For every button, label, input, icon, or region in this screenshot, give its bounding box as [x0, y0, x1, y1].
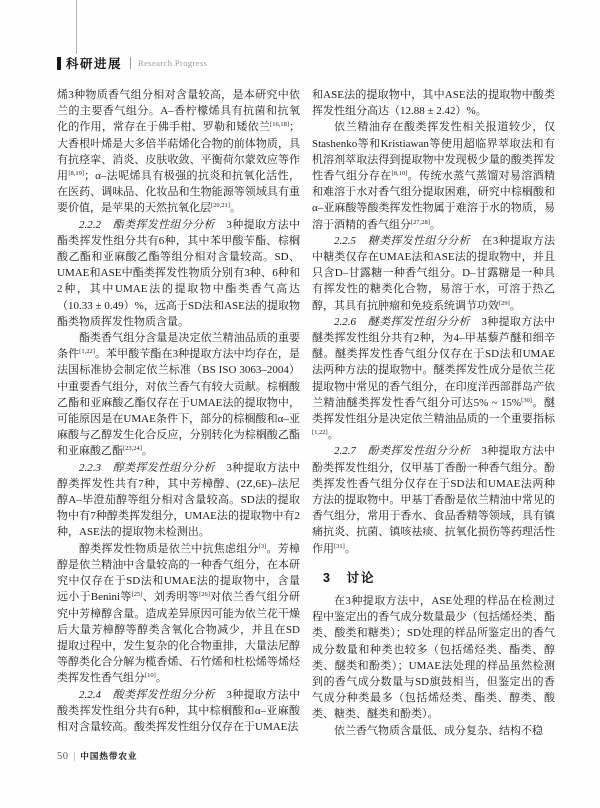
text-run: 3种提取方法中酚类挥发性组分，仅甲基丁香酚一种香气组分。酚类挥发性香气组分仅存在于SD法和UMAE法两种方法的提取物中。甲基丁香酚是依兰精油中常见的香气组分，常用于香水、食品香精等领域，具有镇痛抗炎、抗菌、镇咳祛痰、抗氧化损伤等药理活性作用: [312, 445, 556, 555]
paragraph: [312, 233, 555, 314]
section-title: 科研进展: [66, 57, 123, 71]
text-column-right: [312, 87, 555, 739]
text-run: 在3种提取方法中，ASE处理的样品在检测过程中鉴定出的香气成分数量最少（包括烯烃类、酯类、酸类和糖类）；SD处理的样品所鉴定出的香气成分数量和种类也较多（包括烯烃类、酯类、醇类、醚类和酚类）；UMAE法处理的样品虽然检测到的香气成分数量与SD旗鼓相当，但鉴定出的香气成分种类最多（包括烯烃类、酯类、醇类、酸类、糖类、醚类和酚类）。: [312, 594, 555, 721]
citation-reference: [23,24]: [123, 445, 142, 453]
text-run: 2.2.5 糖类挥发性组分分析: [334, 234, 470, 247]
text-run: 烯3种物质香气组分相对含量较高，是本研究中依兰的主要香气组分。A–香柠檬烯具有抗菌和抗氧化的作用，常存在于佛手柑、罗勒和矮依兰: [57, 89, 300, 134]
text-run: 3种提取方法中酯类挥发性组分共有6种，其中苯甲酸苄酯、棕榈酸乙酯和亚麻酸乙酯等组分相对含量较高。SD、UMAE和ASE中酯类挥发性物质分别有3种、6种和2种，其中UMAE法的提取物中酯类香气高达（10.33 ± 0.49）%，远高于SD法和ASE法的提取物酯类物质挥发性物质含量。: [57, 218, 301, 328]
text-run: ；大香根叶烯是大多倍半萜烯化合物的前体物质，具有抗痉挛、消炎、皮肤收敛、平衡荷尔蒙效应等作用: [57, 121, 300, 183]
text-run: 2.2.4 酸类挥发性组分分析: [79, 688, 215, 701]
text-run: 3种提取方法中醚类挥发性组分共有2种，为4–甲基藜芦醚和细辛醚。醚类挥发性香气组分仅存在于SD法和UMAE法两种方法的提取物中。醚类挥发性成分是依兰花提取物中常见的香气组分，在印度洋西部群岛产依兰精油醚类挥发性香气组分可达5% ~ 15%: [312, 315, 556, 409]
citation-reference: [10]: [145, 672, 156, 680]
text-run: 在3种提取方法中糖类仅存在UMAE法和ASE法的提取物中，并且只含D–甘露糖一种香气组分。D–甘露糖是一种具有挥发性的糖类化合物，易溶于水，可溶于热乙醇，其具有抗肿瘤和免疫系统调节功效: [312, 234, 556, 312]
top-vertical-rule: [76, 0, 77, 54]
journal-name: 中国热带农业: [80, 751, 138, 761]
citation-reference: [31]: [334, 542, 345, 550]
paragraph: [312, 593, 555, 723]
citation-reference: [29]: [499, 299, 510, 307]
text-run: 。: [429, 218, 441, 231]
citation-reference: [16,18]: [270, 121, 289, 129]
citation-reference: [27,28]: [411, 218, 430, 226]
text-run: 3种提取方法中酸类挥发性组分共有6种，其中棕榈酸和α–亚麻酸相对含量较高。酸类挥发性组分仅存在于UMAE法: [57, 688, 301, 733]
text-run: 和ASE法的提取物中，其中ASE法的提取物中酸类挥发性组分高达（12.88 ± 2.42）%。: [312, 89, 555, 118]
page-footer: [57, 750, 137, 762]
text-run: ；α–法呢烯具有极强的抗炎和抗氧化活性，在医药、调味品、化妆品和生物能源等领域具有重要价值，是苹果的天然抗氧化层: [57, 170, 300, 215]
citation-reference: [26]: [199, 591, 210, 599]
citation-reference: [1,22]: [79, 348, 95, 356]
paragraph: [57, 217, 300, 330]
paragraph: [57, 460, 300, 541]
text-run: 。: [509, 299, 521, 312]
section-marker-bar-icon: [57, 57, 61, 70]
paragraph: [312, 723, 555, 739]
citation-reference: [8,10]: [391, 170, 408, 178]
text-run: 醇类挥发性物质是依兰中抗焦虑组分: [79, 542, 259, 555]
text-run: 。传统水蒸气蒸馏对易溶酒精和难溶于水对香气组分提取困难，研究中棕榈酸和α–亚麻酸等酸类挥发性物属于难溶于水的物质，易溶于酒精的香气组分: [312, 170, 556, 231]
paragraph: [57, 87, 300, 217]
paragraph: [312, 119, 555, 232]
text-run: 。: [344, 542, 356, 555]
text-run: 酯类香气组分含量是决定依兰精油品质的重要条件: [57, 332, 300, 361]
header-divider: [130, 57, 131, 69]
text-run: 2.2.7 酚类挥发性组分分析: [334, 445, 470, 458]
text-run: 。苯甲酸苄酯在3种提取方法中均存在，是法国标准协会制定依兰标准（BS ISO 3063–2004）中重要香气组分，对依兰香气有较大贡献。棕榈酸乙酯和亚麻酸乙酯仅存在于UMAE法的提取物中，可能原因是在UMAE条件下，部分的棕榈酸和α–亚麻酸与乙醇发生化合反应，分别转化为棕榈酸乙酯和亚麻酸乙酯: [57, 348, 301, 458]
text-run: 3 讨论: [323, 570, 376, 585]
text-column-left: [57, 87, 300, 739]
paragraph: [57, 330, 300, 460]
text-run: 依兰香气物质含量低、成分复杂、结构不稳: [334, 724, 543, 737]
text-run: 。: [155, 672, 167, 685]
section-title-en: Research Progress: [138, 58, 208, 68]
text-run: 。: [141, 445, 153, 458]
paragraph: [312, 443, 555, 556]
text-run: 2.2.3 醇类挥发性组分分析: [79, 461, 215, 474]
text-run: 对依兰香气组分研究中芳樟醇含量。造成差异原因可能为依兰花干燥后大量芳樟醇等醇类含氧化合物减少，并且在SD提取过程中，发生复杂的化合物重排，大量法尼醇等醇类化合分解为榄香烯、石竹烯和杜松烯等烯烃类挥发性香气组分: [57, 591, 300, 685]
citation-reference: [25]: [131, 591, 143, 599]
article-body: [57, 87, 555, 739]
text-run: 。芳樟醇是依兰精油中含量较高的一种香气组分，在本研究中仅存在于SD法和UMAE法的提取物中，含量远小于Benini等: [57, 542, 301, 604]
text-run: 。: [327, 429, 339, 442]
text-run: 依兰精油存在酸类挥发性相关报道较少，仅Stashenko等和Kristiawan等使用超临界萃取法和有机溶剂萃取法得到提取物中发现极少量的酸类挥发性香气组分存在: [312, 121, 555, 183]
paragraph: [312, 87, 555, 119]
page-number: 50: [57, 750, 69, 762]
text-run: 。: [229, 202, 241, 215]
section-header: [57, 55, 207, 71]
paragraph: [312, 314, 555, 444]
text-run: 2.2.6 醚类挥发性组分分析: [334, 315, 470, 328]
citation-reference: [1,22]: [312, 429, 328, 437]
paragraph: [57, 541, 300, 687]
citation-reference: [3]: [258, 542, 267, 550]
text-run: 2.2.2 酯类挥发性组分分析: [79, 218, 215, 231]
text-run: 。醚类挥发性组分是决定依兰精油品质的一个重要指标: [312, 396, 556, 426]
citation-reference: [20,21]: [211, 202, 230, 210]
citation-reference: [8,19]: [68, 170, 85, 178]
section-heading: [312, 568, 555, 586]
paragraph: [57, 687, 300, 736]
text-run: 、刘秀明等: [142, 591, 200, 604]
text-run: 3种提取方法中醇类挥发性共有7种，其中芳樟醇、(2Z,6E)–法尼醇A–毕澄茄醇等组分相对含量较高。SD法的提取物中有7种醇类挥发组分，UMAE法的提取物中有2种，ASE法的提取物未检测出。: [57, 461, 301, 539]
citation-reference: [30]: [521, 396, 532, 404]
footer-divider: |: [73, 751, 76, 761]
